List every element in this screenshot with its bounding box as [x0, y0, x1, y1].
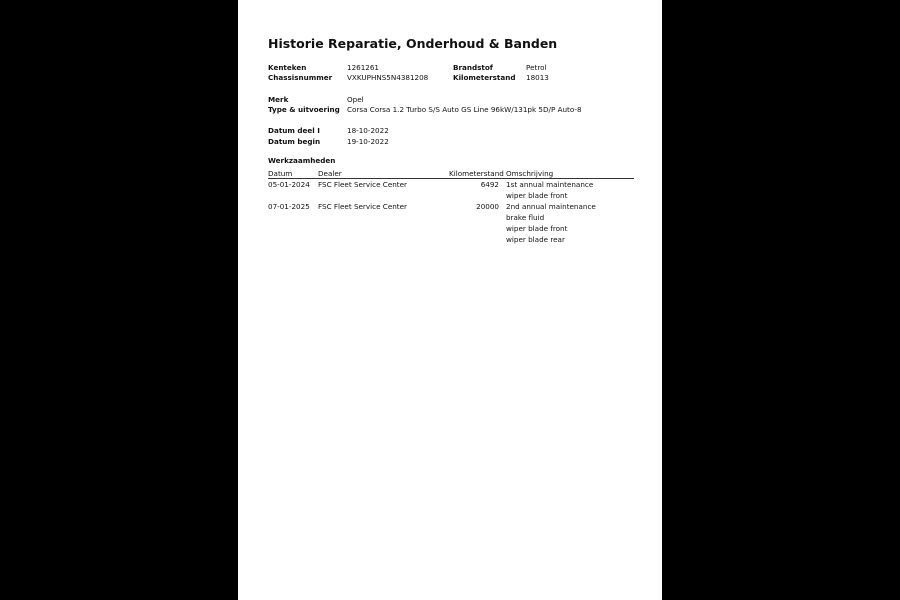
row-dealer: FSC Fleet Service Center: [318, 202, 407, 211]
chassis-value: VXKUPHNS5N4381208: [347, 73, 429, 82]
column-header-datum: Datum: [268, 169, 293, 178]
merk-value: Opel: [347, 95, 364, 104]
brandstof-value: Petrol: [526, 63, 547, 72]
merk-label: Merk: [268, 95, 289, 104]
row-datum: 05-01-2024: [268, 180, 310, 189]
datum-deel-label: Datum deel I: [268, 126, 320, 135]
table-header-rule: [268, 178, 634, 179]
row-dealer: FSC Fleet Service Center: [318, 180, 407, 189]
datum-deel-value: 18-10-2022: [347, 126, 389, 135]
kenteken-value: 1261261: [347, 63, 380, 72]
row-omschrijving-line: wiper blade front: [506, 191, 568, 200]
row-omschrijving-line: wiper blade front: [506, 224, 568, 233]
row-omschrijving-line: 2nd annual maintenance: [506, 202, 596, 211]
row-kilometerstand: 20000: [476, 202, 499, 211]
page-title: Historie Reparatie, Onderhoud & Banden: [268, 36, 558, 51]
document-page: [238, 0, 662, 600]
row-omschrijving-line: brake fluid: [506, 213, 545, 222]
kenteken-label: Kenteken: [268, 63, 307, 72]
datum-begin-label: Datum begin: [268, 137, 321, 146]
brandstof-label: Brandstof: [453, 63, 493, 72]
column-header-omschrijving: Omschrijving: [506, 169, 554, 178]
type-value: Corsa Corsa 1.2 Turbo S/S Auto GS Line 96kW/131pk 5D/P Auto-8: [347, 105, 582, 114]
row-datum: 07-01-2025: [268, 202, 310, 211]
column-header-dealer: Dealer: [318, 169, 342, 178]
type-label: Type & uitvoering: [268, 105, 340, 114]
kilometerstand-value: 18013: [526, 73, 549, 82]
chassis-label: Chassisnummer: [268, 73, 333, 82]
werkzaamheden-heading: Werkzaamheden: [268, 156, 336, 165]
row-kilometerstand: 6492: [480, 180, 499, 189]
datum-begin-value: 19-10-2022: [347, 137, 389, 146]
kilometerstand-label: Kilometerstand: [453, 73, 516, 82]
column-header-kilometerstand: Kilometerstand: [449, 169, 504, 178]
row-omschrijving-line: 1st annual maintenance: [506, 180, 594, 189]
row-omschrijving-line: wiper blade rear: [506, 235, 565, 244]
